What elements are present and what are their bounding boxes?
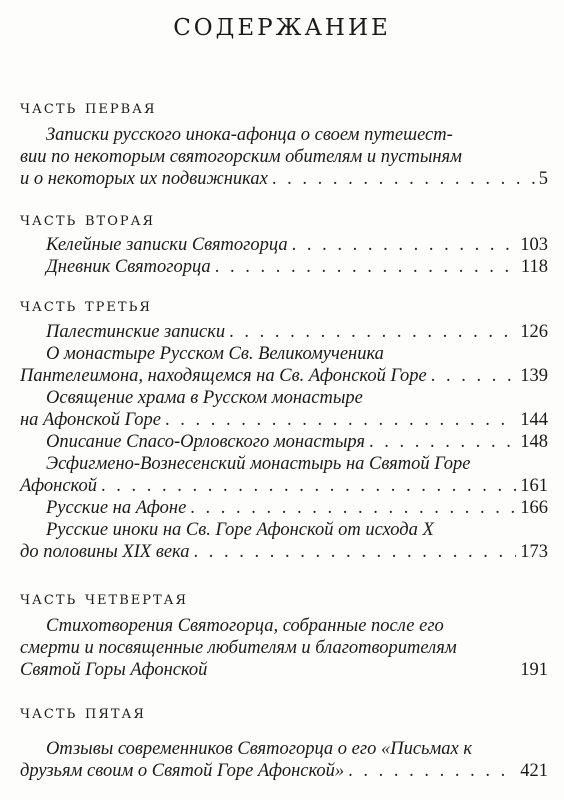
toc-line: О монастыре Русском Св. Великомученика [46, 344, 384, 364]
part-heading-5: часть пятая [20, 702, 146, 723]
toc-entry[interactable] [46, 497, 548, 519]
leader-dots [431, 365, 516, 387]
toc-entry-title: и о некоторых их подвижниках [20, 169, 268, 189]
leader-dots [272, 168, 535, 190]
toc-line: Стихотворения Святогорца, собранные после его [46, 616, 444, 636]
toc-entry[interactable] [20, 760, 548, 782]
leader-dots [369, 431, 516, 453]
toc-entry-title: Палестинские записки [46, 322, 226, 342]
toc-entry-page: 139 [520, 366, 548, 386]
toc-entry-page: 191 [520, 660, 548, 680]
toc-entry-page: 166 [520, 498, 548, 518]
part-heading-2: часть вторая [20, 209, 155, 230]
toc-entry[interactable] [46, 234, 548, 256]
toc-entry-title: Келейные записки Святогорца [46, 235, 288, 255]
leader-dots [292, 234, 517, 256]
leader-dots [229, 321, 516, 343]
toc-entry-page: 5 [538, 169, 548, 189]
toc-entry-title: Русские на Афоне [46, 498, 187, 518]
toc-entry[interactable] [46, 321, 548, 343]
toc-line: Эсфигмено-Вознесенский монастырь на Святой Горе [46, 454, 471, 474]
toc-line: Освящение храма в Русском монастыре [46, 388, 363, 408]
toc-entry-page: 421 [520, 761, 548, 781]
part-heading-4: часть четвертая [20, 588, 189, 609]
leader-dots [194, 541, 517, 563]
leader-dots [101, 475, 516, 497]
toc-entry-page: 161 [520, 476, 548, 496]
toc-entry-page: 173 [520, 542, 548, 562]
toc-line: Отзывы современников Святогорца о его «Письмах к [46, 739, 473, 759]
leader-dots [348, 760, 516, 782]
toc-line: Записки русского инока-афонца о своем путешест- [46, 125, 453, 145]
leader-dots [190, 497, 516, 519]
part-heading-1: часть первая [20, 97, 157, 118]
toc-line: вии по некоторым святогорским обителям и пустыням [20, 147, 462, 167]
toc-line: смерти и посвященные любителям и благотворителям [20, 638, 457, 658]
toc-entry[interactable] [20, 475, 548, 497]
toc-entry-page: 126 [520, 322, 548, 342]
toc-entry-title: Дневник Святогорца [46, 257, 211, 277]
toc-entry-title: Пантелеимона, находящемся на Св. Афонской Горе [20, 366, 427, 386]
leader-dots [215, 256, 517, 278]
toc-entry[interactable] [20, 659, 548, 681]
toc-entry-title: Святой Горы Афонской [20, 660, 208, 680]
toc-entry-page: 103 [520, 235, 548, 255]
leader-dots [165, 409, 516, 431]
toc-entry[interactable] [46, 431, 548, 453]
toc-entry-title: Описание Спасо-Орловского монастыря [46, 432, 366, 452]
toc-entry-title: друзьям своим о Святой Горе Афонской» [20, 761, 345, 781]
toc-entry[interactable] [20, 541, 548, 563]
toc-entry[interactable] [20, 365, 548, 387]
toc-entry-page: 144 [520, 410, 548, 430]
page-title: содержание [173, 4, 391, 43]
toc-entry[interactable] [20, 168, 548, 190]
toc-entry-title: до половины XIX века [20, 542, 190, 562]
toc-entry-title: Афонской [20, 476, 97, 496]
toc-line: Русские иноки на Св. Горе Афонской от исхода X [46, 520, 434, 540]
toc-entry-page: 118 [520, 257, 548, 277]
toc-entry-page: 148 [520, 432, 548, 452]
part-heading-3: часть третья [20, 295, 152, 316]
toc-entry[interactable] [20, 409, 548, 431]
toc-entry-title: на Афонской Горе [20, 410, 161, 430]
toc-entry[interactable] [46, 256, 548, 278]
